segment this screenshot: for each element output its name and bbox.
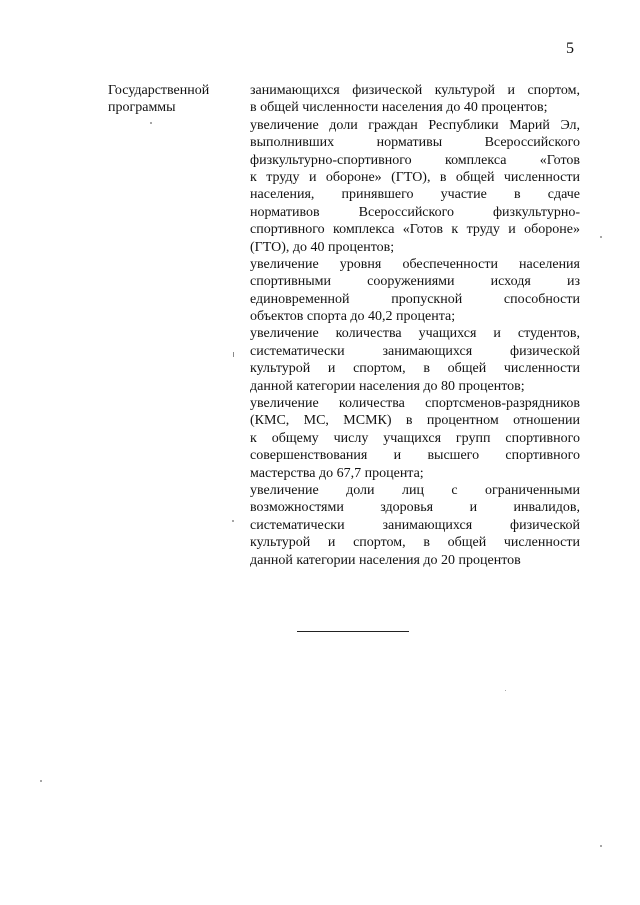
content-line: данной категории населения до 20 процентов xyxy=(250,552,521,568)
content-line: (КМС, МС, МСМК) в процентном отношении xyxy=(250,413,580,429)
scan-speck xyxy=(600,845,602,847)
content-line: к труду и обороне» (ГТО), в общей численности xyxy=(250,169,580,185)
content-line: нормативов Всероссийского физкультурно- xyxy=(250,204,580,220)
content-line: систематически занимающихся физической xyxy=(250,343,580,359)
content-line: выполнивших нормативы Всероссийского xyxy=(250,135,580,151)
content-line: данной категории населения до 80 процентов; xyxy=(250,378,525,394)
scan-speck xyxy=(233,352,234,357)
content-line: мастерства до 67,7 процента; xyxy=(250,465,424,481)
content-line: совершенствования и высшего спортивного xyxy=(250,448,580,464)
page-number: 5 xyxy=(566,40,574,57)
content-line: населения, принявшего участие в сдаче xyxy=(250,187,580,203)
content-line: возможностями здоровья и инвалидов, xyxy=(250,500,580,516)
content-line: в общей численности населения до 40 процентов; xyxy=(250,100,548,116)
content-line: спортивными сооружениями исходя из xyxy=(250,274,580,290)
section-content xyxy=(250,82,580,569)
content-line: спортивного комплекса «Готов к труду и обороне» xyxy=(250,222,580,238)
content-line: культурой и спортом, в общей численности xyxy=(250,535,580,551)
content-line: к общему числу учащихся групп спортивного xyxy=(250,430,580,446)
content-line: увеличение доли граждан Республики Марий Эл, xyxy=(250,117,580,133)
content-line: объектов спорта до 40,2 процента; xyxy=(250,309,456,325)
scan-speck xyxy=(600,236,602,238)
scan-speck xyxy=(40,780,42,782)
section-label-line-1: Государственной xyxy=(108,83,210,98)
section-label xyxy=(108,82,238,117)
content-line: единовременной пропускной способности xyxy=(250,291,580,307)
content-line: систематически занимающихся физической xyxy=(250,517,580,533)
content-line: (ГТО), до 40 процентов; xyxy=(250,239,395,255)
scan-speck xyxy=(505,690,506,691)
content-line: физкультурно-спортивного комплекса «Готов xyxy=(250,152,580,168)
content-line: занимающихся физической культурой и спортом, xyxy=(250,83,580,98)
content-line: увеличение количества спортсменов-разрядников xyxy=(250,396,580,412)
content-line: культурой и спортом, в общей численности xyxy=(250,361,580,377)
scan-speck xyxy=(232,520,234,522)
end-separator-line xyxy=(297,631,409,632)
content-line: увеличение количества учащихся и студентов, xyxy=(250,326,580,342)
scan-speck xyxy=(150,122,152,124)
content-line: увеличение уровня обеспеченности населения xyxy=(250,256,580,272)
content-line: увеличение доли лиц с ограниченными xyxy=(250,482,580,498)
section-label-line-2: программы xyxy=(108,100,176,116)
